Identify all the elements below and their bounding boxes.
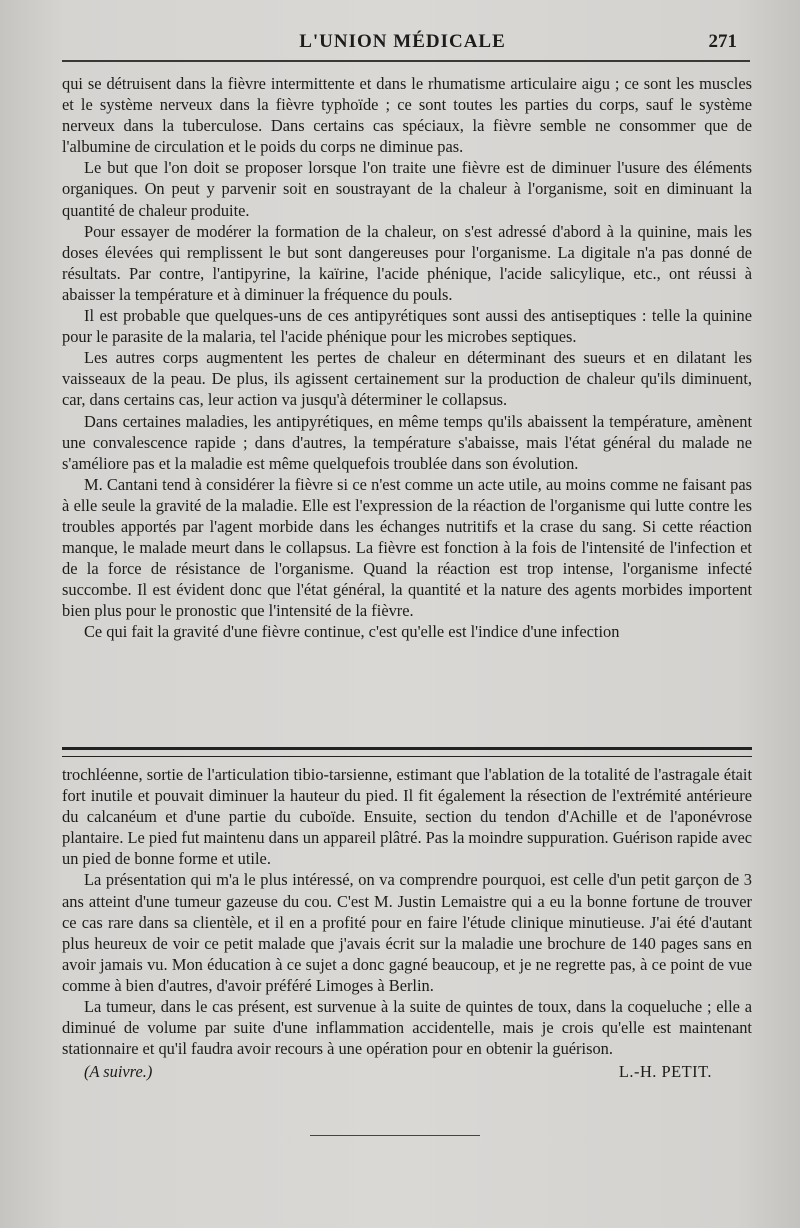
paragraph: La tumeur, dans le cas présent, est survenue à la suite de quintes de toux, dans la coqueluche ; elle a diminué de volume par suite d'une inflammation accidentelle, mais je crois qu'elle est maintenant stationnaire et qu'il faudra avoir recours à une opération pour en obtenir la guérison. bbox=[62, 997, 752, 1059]
feuilleton-column bbox=[62, 764, 752, 1082]
paragraph: Il est probable que quelques-uns de ces antipyrétiques sont aussi des antiseptiques : telle la quinine pour le parasite de la malaria, tel l'acide phénique pour les microbes septiques. bbox=[62, 306, 752, 347]
paragraph: Pour essayer de modérer la formation de la chaleur, on s'est adressé d'abord à la quinine, mais les doses élevées qui remplissent le but sont dangereuses pour l'organisme. La digitale n'a pas donné de résultats. Par contre, l'antipyrine, la kaïrine, l'acide phénique, l'acide salicylique, etc., ont réussi à abaisser la température et à diminuer la fréquence du pouls. bbox=[62, 221, 752, 304]
page-number: 271 bbox=[708, 31, 737, 52]
paragraph: M. Cantani tend à considérer la fièvre si ce n'est comme un acte utile, au moins comme ne faisant pas à elle seule la gravité de la maladie. Elle est l'expression de la réaction de l'organisme qui lutte contre les troubles apportés par l'agent morbide dans les échanges nutritifs et la crase du sang. Si cette réaction manque, le malade meurt dans le collapsus. La fièvre est fonction à la fois de l'intensité de l'infection et de la force de résistance de l'organisme. Quand la réaction est trop intense, l'organisme infecté succombe. Il est évident donc que l'état général, la quantité et la nature des agents morbides importent bien plus pour le pronostic que l'intensité de la fièvre. bbox=[62, 474, 752, 621]
header-rule bbox=[62, 60, 750, 62]
running-title: L'UNION MÉDICALE bbox=[299, 31, 506, 52]
paragraph: Les autres corps augmentent les pertes de chaleur en déterminant des sueurs et en dilatant les vaisseaux de la peau. De plus, ils agissent certainement sur la production de chaleur qu'ils diminuent, car, dans certains cas, leur action va jusqu'à déterminer le collapsus. bbox=[62, 348, 752, 410]
paragraph: La présentation qui m'a le plus intéressé, on va comprendre pourquoi, est celle d'un petit garçon de 3 ans atteint d'une tumeur gazeuse du cou. C'est M. Justin Lemaistre qui a eu la bonne fortune de trouver ce cas rare dans sa clientèle, et il en a profité pour en faire l'étude clinique minutieuse. J'ai été d'autant plus heureux de voir ce petit malade que j'avais écrit sur la maladie une brochure de 140 pages sans en avoir jamais vu. Mon éducation à ce sujet a donc gagné beaucoup, et je ne regrette pas, à ce point de vue comme à bien d'autres, d'avoir préféré Limoges à Berlin. bbox=[62, 870, 752, 995]
signature-line bbox=[62, 1061, 752, 1082]
main-text-column bbox=[62, 73, 752, 643]
paragraph: trochléenne, sortie de l'articulation tibio-tarsienne, estimant que l'ablation de la totalité de l'astragale était fort inutile et pouvait diminuer la hauteur du pied. Il fit également la résection de l'extrémité antérieure du calcanéum et d'une partie du cuboïde. Ensuite, section du tendon d'Achille et de l'aponévrose plantaire. Le pied fut maintenu dans un appareil plâtré. Pas la moindre suppuration. Guérison rapide avec un pied de bonne forme et utile. bbox=[62, 765, 752, 869]
page-header bbox=[60, 28, 745, 56]
paragraph: Le but que l'on doit se proposer lorsque l'on traite une fièvre est de diminuer l'usure des éléments organiques. On peut y parvenir soit en soustrayant de la chaleur à l'organisme, soit en diminuant la quantité de chaleur produite. bbox=[62, 158, 752, 220]
paragraph: Dans certaines maladies, les antipyrétiques, en même temps qu'ils abaissent la température, amènent une convalescence rapide ; dans d'autres, la température s'abaisse, mais l'état général du malade ne s'améliore pas et la maladie est même quelquefois troublée dans son évolution. bbox=[62, 411, 752, 473]
end-rule bbox=[310, 1135, 480, 1136]
author-signature: L.-H. PETIT. bbox=[618, 1062, 712, 1082]
section-divider bbox=[62, 747, 752, 757]
continuation-note: (A suivre.) bbox=[84, 1062, 153, 1082]
paragraph: qui se détruisent dans la fièvre intermittente et dans le rhumatisme articulaire aigu ; ce sont les muscles et le système nerveux dans la fièvre typhoïde ; ce sont toutes les parties du corps, sauf le système nerveux dans la tuberculose. Dans certains cas spéciaux, la fièvre semble ne consommer que de l'albumine de circulation et le poids du corps ne diminue pas. bbox=[62, 74, 752, 157]
paragraph: Ce qui fait la gravité d'une fièvre continue, c'est qu'elle est l'indice d'une infection bbox=[84, 622, 620, 642]
